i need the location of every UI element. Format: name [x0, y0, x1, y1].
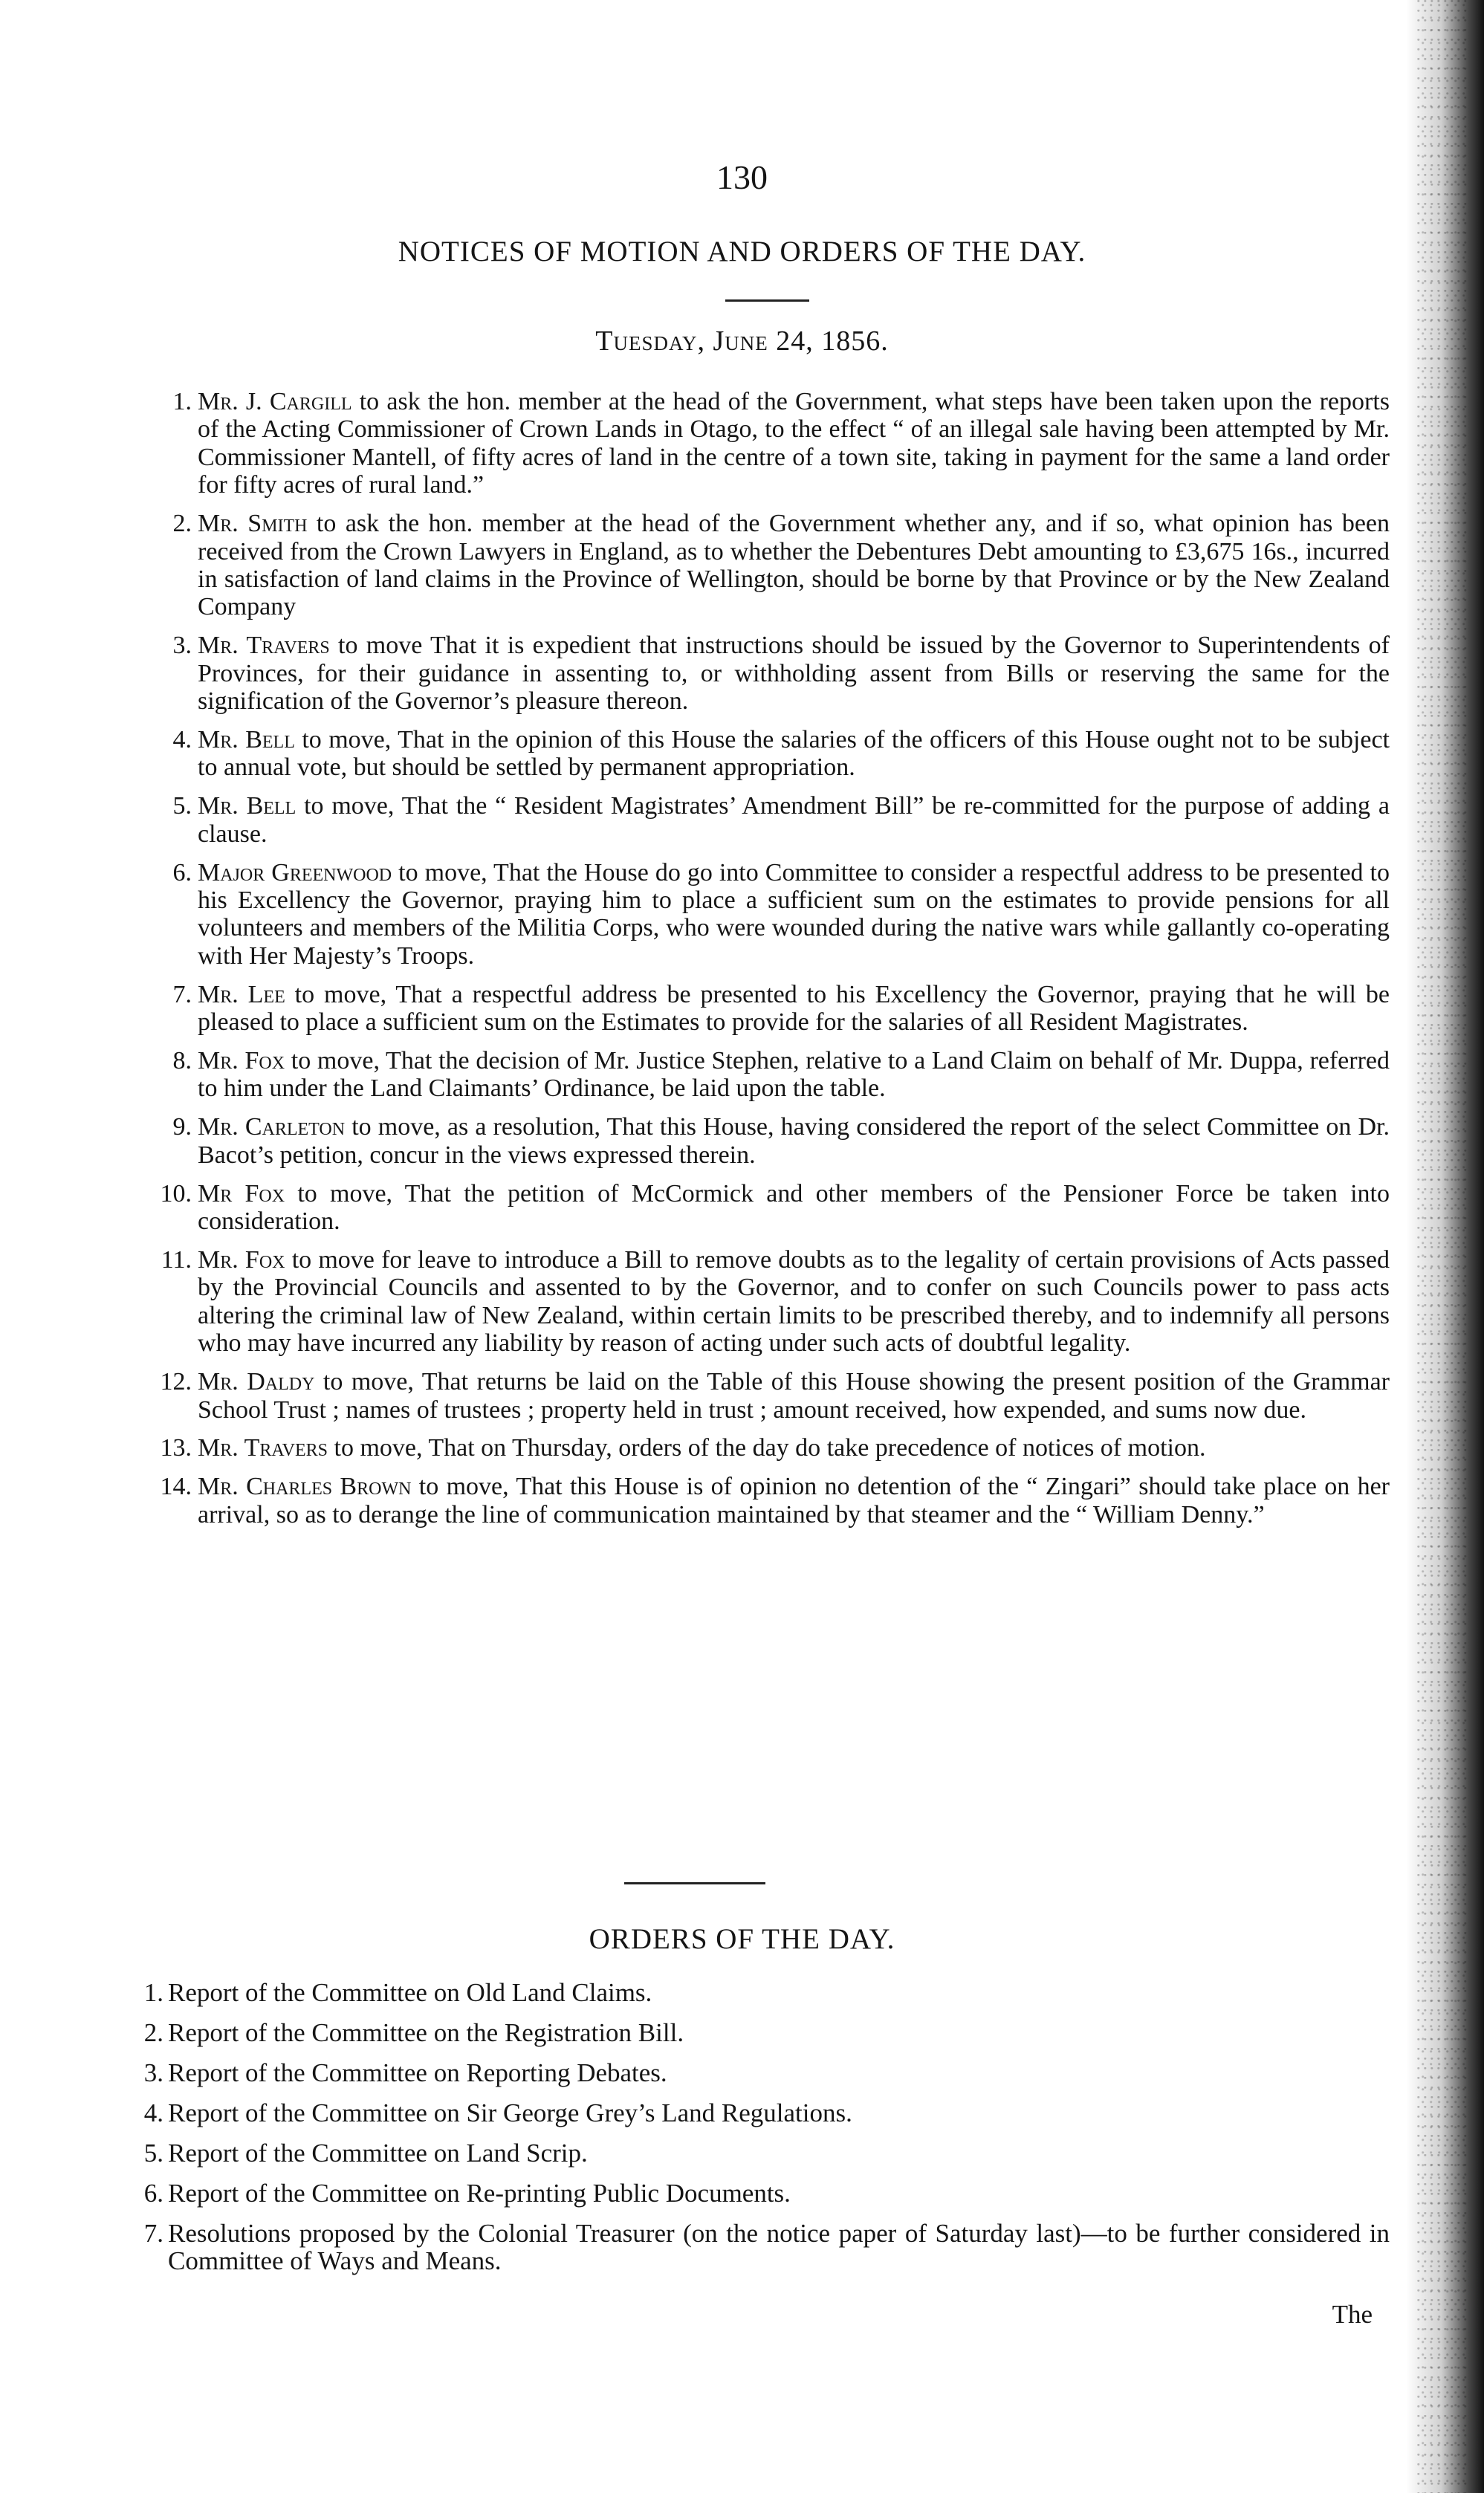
order-number: 4. — [143, 2098, 163, 2127]
session-date: Tuesday, June 24, 1856. — [595, 325, 889, 357]
notice-mover: Major Greenwood — [198, 858, 392, 886]
notice-number: 9. — [172, 1113, 192, 1141]
title-divider — [725, 299, 809, 302]
notice-text: to ask the hon. member at the head of the Government, what steps have been taken upon the reports of the Acting Commissioner of Crown Lands in Otago, to the effect “ of an illegal sale having been attempted by Mr. Commissioner Mantell, of fifty acres of land in the centre of a town site, taking in payment for the same a land order for fifty acres of rural land.” — [198, 388, 1390, 499]
order-text: Resolutions proposed by the Colonial Treasurer (on the notice paper of Saturday last)—to be further considered in Committee of Ways and Means. — [168, 2219, 1390, 2275]
notice-text: to move, That the House do go into Committee to consider a respectful address to be presented to his Excellency the Governor, praying him to place a sufficient sum on the estimates to provide pensions for all volunteers and members of the Militia Corps, who were wounded during the native wars while gallantly co-operating with Her Majesty’s Troops. — [198, 858, 1390, 970]
notice-mover: Mr. Travers — [198, 632, 330, 660]
notice-number: 8. — [172, 1047, 192, 1075]
order-text: Report of the Committee on Reporting Debates. — [168, 2058, 667, 2087]
order-number: 2. — [143, 2018, 163, 2047]
notice-text: to move, That the petition of McCormick and other members of the Pensioner Force be taken into consideration. — [198, 1179, 1390, 1236]
notice-text: to move for leave to introduce a Bill to remove doubts as to the legality of certain provisions of Acts passed by the Provincial Councils and assented to by the Governor, and to confer on such Councils power to pass acts altering the criminal law of New Zealand, within certain limits to be prescribed thereby, and to indemnify all persons who may have incurred any liability by reason of acting under such acts of doubtful legality. — [198, 1245, 1390, 1358]
order-item — [134, 2179, 1390, 2207]
notices-list — [134, 388, 1390, 1540]
notice-text: to move That it is expedient that instructions should be issued by the Governor to Superintendents of Provinces, for their guidance in assenting to, or withholding assent from Bills or reserving the same for the signification of the Governor’s pleasure thereon. — [198, 632, 1390, 716]
order-item — [134, 2059, 1390, 2087]
order-number: 7. — [143, 2219, 163, 2248]
page-edge-speckle — [1417, 0, 1469, 2493]
notice-number: 1. — [172, 388, 192, 415]
section-divider — [624, 1882, 765, 1884]
notice-mover: Mr. Fox — [198, 1245, 285, 1274]
notice-item — [134, 632, 1390, 715]
notice-number: 5. — [172, 792, 192, 820]
notice-number: 12. — [160, 1368, 192, 1396]
page-number: 130 — [716, 158, 768, 196]
notice-text: to move, That a respectful address be presented to his Excellency the Governor, praying that he will be pleased to place a sufficient sum on the Estimates to provide for the salaries of all Resident Magistrates. — [198, 980, 1390, 1037]
notice-item — [134, 1368, 1390, 1424]
notice-mover: Mr. Daldy — [198, 1368, 315, 1396]
notice-item — [134, 726, 1390, 782]
order-item — [134, 1979, 1390, 2006]
order-number: 1. — [143, 1978, 163, 2007]
notice-item — [134, 792, 1390, 848]
notice-mover: Mr. Lee — [198, 980, 285, 1008]
order-item — [134, 2099, 1390, 2127]
notice-number: 7. — [172, 980, 192, 1008]
notice-mover: Mr. Bell — [198, 792, 297, 820]
notice-number: 14. — [160, 1473, 192, 1501]
orders-heading: ORDERS OF THE DAY. — [589, 1923, 895, 1955]
order-item — [134, 2139, 1390, 2167]
notice-mover: Mr. Carleton — [198, 1113, 346, 1141]
notice-text: to move, That the “ Resident Magistrates’ Amendment Bill” be re-committed for the purpose of adding a clause. — [198, 792, 1390, 848]
notice-number: 11. — [161, 1245, 192, 1274]
catchword: The — [1332, 2300, 1373, 2329]
notice-item — [134, 981, 1390, 1037]
notice-mover: Mr. Smith — [198, 510, 308, 538]
order-text: Report of the Committee on Land Scrip. — [168, 2139, 588, 2168]
page-title: NOTICES OF MOTION AND ORDERS OF THE DAY. — [398, 236, 1086, 268]
notice-text: to ask the hon. member at the head of the Government whether any, and if so, what opinion has been received from the Crown Lawyers in England, as to whether the Debentures Debt amounting to £3,675 16s., incurred in satisfaction of land claims in the Province of Wellington, should be borne by that Province or by the New Zealand Company — [198, 510, 1390, 621]
notice-item — [134, 1047, 1390, 1103]
notice-item — [134, 1180, 1390, 1236]
notice-mover: Mr. J. Cargill — [198, 388, 352, 415]
notice-mover: Mr. Bell — [198, 725, 295, 753]
order-number: 6. — [143, 2179, 163, 2208]
notice-text: to move, That this House is of opinion no detention of the “ Zingari” should take place on her arrival, so as to derange the line of communication maintained by that steamer and the “ William Denny.” — [198, 1473, 1390, 1528]
notice-text: to move, That returns be laid on the Table of this House showing the present position of the Grammar School Trust ; names of trustees ; property held in trust ; amount received, how expended, and sums now due. — [198, 1368, 1390, 1424]
notice-mover: Mr. Charles Brown — [198, 1473, 412, 1501]
order-number: 3. — [143, 2058, 163, 2087]
notice-number: 2. — [172, 510, 192, 538]
notice-number: 6. — [172, 858, 192, 886]
order-number: 5. — [143, 2139, 163, 2168]
notice-text: to move, That in the opinion of this House the salaries of the officers of this House ought not to be subject to annual vote, but should be settled by permanent appropriation. — [198, 725, 1390, 782]
notice-number: 10. — [160, 1179, 192, 1207]
notice-text: to move, as a resolution, That this House, having considered the report of the select Committee on Dr. Bacot’s petition, concur in the views expressed therein. — [198, 1113, 1390, 1169]
order-text: Report of the Committee on Re-printing Public Documents. — [168, 2179, 791, 2208]
orders-list — [134, 1979, 1390, 2287]
order-item — [134, 2019, 1390, 2046]
notice-number: 4. — [172, 725, 192, 753]
notice-mover: Mr. Travers — [198, 1434, 328, 1462]
notice-item — [134, 388, 1390, 499]
notice-item — [134, 1113, 1390, 1169]
notice-mover: Mr. Fox — [198, 1047, 285, 1075]
notice-text: to move, That on Thursday, orders of the day do take precedence of notices of motion. — [334, 1434, 1206, 1462]
order-item — [134, 2220, 1390, 2275]
notice-number: 13. — [160, 1434, 192, 1462]
order-text: Report of the Committee on Old Land Claims. — [168, 1978, 652, 2007]
notice-number: 3. — [172, 632, 192, 660]
notice-item — [134, 1434, 1390, 1462]
order-text: Report of the Committee on Sir George Grey’s Land Regulations. — [168, 2098, 852, 2127]
notice-item — [134, 1246, 1390, 1358]
order-text: Report of the Committee on the Registration Bill. — [168, 2018, 684, 2047]
notice-item — [134, 859, 1390, 970]
notice-text: to move, That the decision of Mr. Justice Stephen, relative to a Land Claim on behalf of Mr. Duppa, referred to him under the Land Claimants’ Ordinance, be laid upon the table. — [198, 1047, 1390, 1103]
notice-item — [134, 510, 1390, 621]
notice-item — [134, 1473, 1390, 1528]
notice-mover: Mr Fox — [198, 1179, 285, 1207]
